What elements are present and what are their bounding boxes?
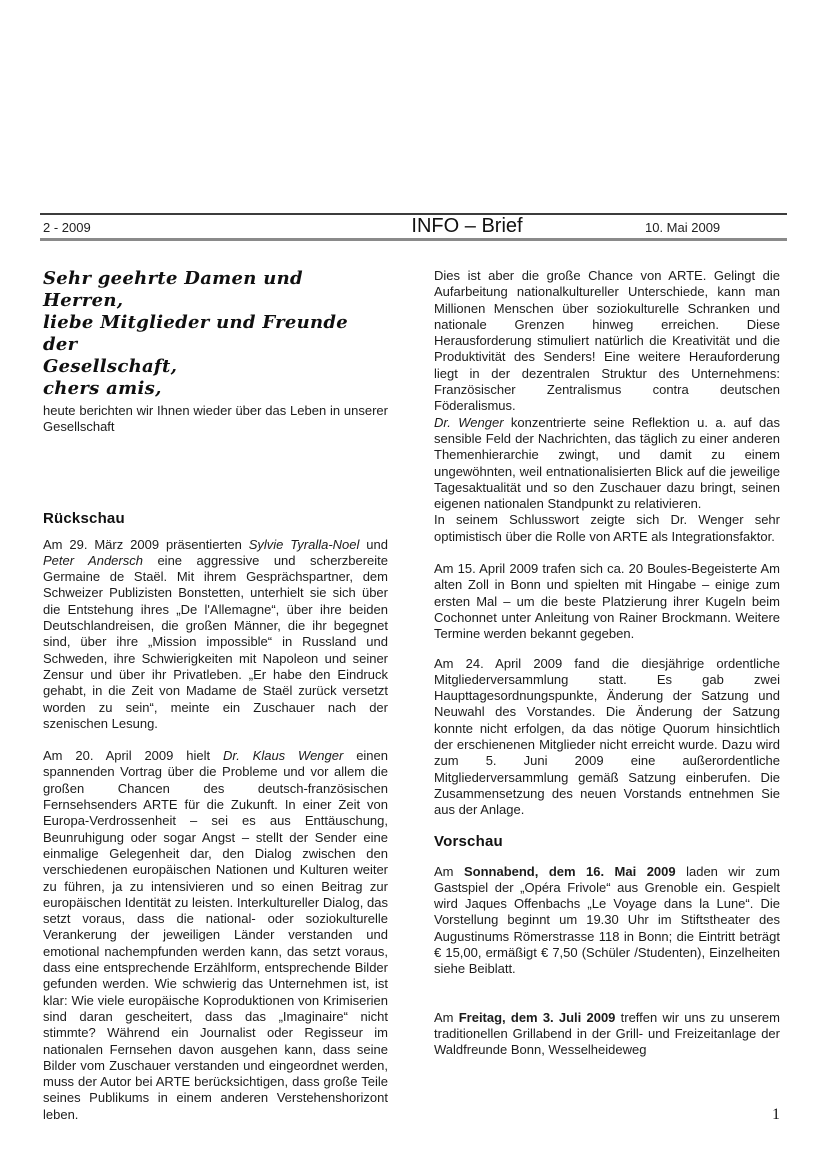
paragraph-schlusswort: In seinem Schlusswort zeigte sich Dr. Wenger sehr optimistisch über die Rolle von ARTE als Integrationsfaktor. (434, 512, 780, 544)
right-column (434, 268, 780, 1058)
paragraph-mitgliederversammlung: Am 24. April 2009 fand die diesjährige ordentliche Mitgliederversammlung statt. Es gab zwei Haupttagesordnungspunkte, Änderung der Satzung und Neuwahl des Vorstandes. Die Änderung der Satzung konnte nicht erfolgen, da das nötige Quorum hinsichtlich der erschienenen Mitglieder nicht erreicht wurde. Dazu wird zum 5. Juni 2009 eine außerordentliche Mitgliederversammlung gemäß Satzung einberufen. Die Zusammensetzung des neuen Vorstands entnehmen Sie aus der Anlage. (434, 655, 780, 818)
paragraph-wenger-vortrag: Am 20. April 2009 hielt Dr. Klaus Wenger einen spannenden Vortrag über die Probleme und vor allem die großen Chancen des deutsch-französischen Fernsehsenders ARTE für die Zukunft. In einer Zeit von Europa-Verdrossenheit – sei es aus Enttäuschung, Beunruhigung oder sogar Angst – stellt der Sender eine einmalige Gelegenheit dar, den Dialog zwischen den verschiedenen europäischen Nationen und Kulturen weiter zu führen, ja zu intensivieren und so einen Beitrag zur europäischen Identität zu leisten. Interkultureller Dialog, das setzt voraus, dass die national- oder soziokulturelle Verankerung der jeweiligen Länder verstanden und emotional nachempfunden werden kann, das setzt voraus, dass eine entsprechende Erzählform, entsprechende Bilder gefunden werden. Wie schwierig das Unternehmen ist, ist klar: Wie viele europäische Koproduktionen von Krimiserien sind daran gescheitert, dass das „Imaginaire“ nicht stimmte? Während ein Journalist oder Regisseur im nationalen Fernsehen davon ausgehen kann, dass seine Bilder vom Zuschauer verstanden und eingeordnet werden, muss der Autor bei ARTE berücksichtigen, dass große Teile seines Publikums in einem anderen Verstehenshorizont leben. (43, 748, 388, 1122)
issue-date: 10. Mai 2009 (645, 220, 721, 235)
paragraph-arte-chance: Dies ist aber die große Chance von ARTE. Gelingt die Aufarbeitung nationalkultureller Unterschiede, kann man Millionen Menschen über soziokulturelle Schranken und nationale Grenzen hinweg erreichen. Diese Herausforderung stimuliert natürlich die Kreativität und die Produktivität des Senders! Eine weitere Herauforderung liegt in der dezentralen Struktur des Unternehmens: Französischer Zentralismus contra deutschen Föderalismus. (434, 268, 780, 414)
intro-text: heute berichten wir Ihnen wieder über das Leben in unserer Gesellschaft (43, 403, 388, 435)
paragraph-boules: Am 15. April 2009 trafen sich ca. 20 Boules-Begeisterte Am alten Zoll in Bonn und spielten mit Hingabe – einige zum ersten Mal – um die beste Platzierung ihrer Kugeln beim Cochonnet unter Anleitung von Rainer Brockmann. Weitere Termine werden bekannt gegeben. (434, 561, 780, 642)
greeting-line: Gesellschaft, (43, 356, 178, 377)
paragraph-opera-frivole: Am Sonnabend, dem 16. Mai 2009 laden wir zum Gastspiel der „Opéra Frivole“ aus Grenoble ein. Gespielt wird Jaques Offenbachs „Le Voyage dans la Lune“. Die Vorstellung beginnt um 19.30 Uhr im Stiftstheater des Augustinums Römerstrasse 118 in Bonn; die Eintritt beträgt € 15,00, ermäßigt € 7,50 (Schüler /Studenten), Einzelheiten siehe Beiblatt. (434, 863, 780, 977)
greeting-line: liebe Mitglieder und Freunde der (43, 312, 349, 355)
newsletter-title: INFO – Brief (411, 215, 523, 237)
section-heading-rueckschau: Rückschau (43, 509, 125, 527)
issue-number: 2 - 2009 (43, 220, 91, 235)
page-header (40, 213, 787, 241)
section-heading-vorschau: Vorschau (434, 832, 503, 850)
paragraph-wenger-reflektion: Dr. Wenger konzentrierte seine Reflektion u. a. auf das sensible Feld der Nachrichten, das täglich zu einer anderen Themenhierarchie zwingt, und damit zu einem ungewöhnten, weil entnationalisierten Blick auf die jeweilige Tagesaktualität und so den Zuschauer dazu bringt, seinen eigenen nationalen Standpunkt zu relativieren. (434, 414, 780, 512)
greeting-line: Sehr geehrte Damen und Herren, (43, 268, 303, 311)
left-column (43, 268, 388, 1123)
paragraph-lesung: Am 29. März 2009 präsentierten Sylvie Tyralla-Noel und Peter Andersch eine aggressive und scherzbereite Germaine de Staël. Mit ihrem Gesprächspartner, dem Schweizer Publizisten Bonstetten, unterhielt sie sich über die Entstehung ihres „De l'Allemagne“, über ihre beiden Deutschlandreisen, die großen Männer, die ihr begegnet sind, über ihre „Mission impossible“ in Russland und Schweden, ihre Schwierigkeiten mit Napoleon und seiner Zensur und über ihr Privatleben. „Er habe den Eindruck gehabt, in die Zeit von Madame de Staël zurück versetzt worden zu sein“, meinte ein Zuschauer nach der szenischen Lesung. (43, 536, 389, 731)
paragraph-grillabend: Am Freitag, dem 3. Juli 2009 treffen wir uns zu unserem traditionellen Grillabend in der Grill- und Freizeitanlage der Waldfreunde Bonn, Wesselheideweg (434, 1009, 780, 1058)
greeting-block (43, 268, 388, 400)
greeting-line: chers amis, (43, 378, 162, 399)
page-number: 1 (772, 1106, 780, 1123)
